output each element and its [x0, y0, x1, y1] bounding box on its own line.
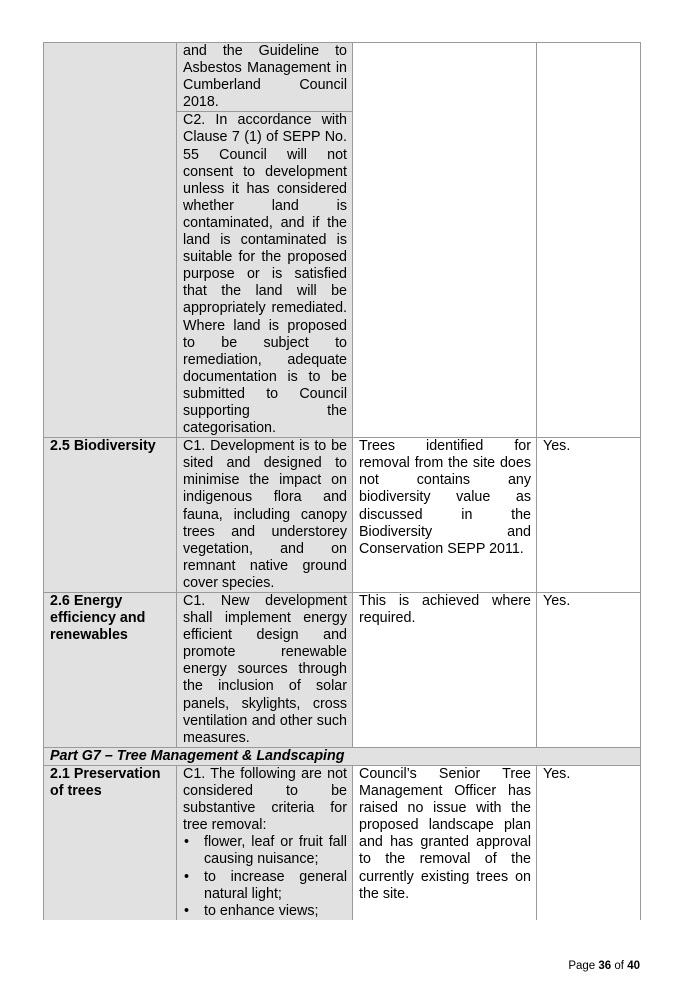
- part-heading-row: [44, 747, 641, 765]
- table-row: [44, 43, 641, 112]
- section-heading: 2.1 Preservation of trees: [44, 765, 177, 919]
- list-item: • to enhance views;: [184, 902, 319, 919]
- page-prefix: Page: [568, 960, 596, 972]
- comment-cell: Council’s Senior Tree Management Officer has raised no issue with the proposed landscape plan and has granted approval to the removal of the currently existing trees on the site.: [353, 765, 537, 919]
- control-cell: C2. In accordance with Clause 7 (1) of SEPP No. 55 Council will not consent to development unless it has considered whether land is contaminated, and if the land is contaminated is suitable for the proposed purpose or is satisfied that the land will be appropriately remediated. Where land is proposed to be subject to remediation, adequate documentation is to be submitted to Council supporting the categorisation.: [177, 112, 353, 438]
- comment-cell: Trees identified for removal from the site does not contains any biodiversity value as discussed in the Biodiversity and Conservation SEPP 2011.: [353, 438, 537, 593]
- part-heading: Part G7 – Tree Management & Landscaping: [44, 747, 641, 765]
- control-cell: and the Guideline to Asbestos Management in Cumberland Council 2018.: [177, 43, 353, 112]
- assessment-table: [43, 42, 641, 920]
- control-cell: C1. New development shall implement energy efficient design and promote renewable energy sources through the inclusion of solar panels, skylights, cross ventilation and other such measures.: [177, 593, 353, 748]
- section-heading: 2.5 Biodiversity: [44, 438, 177, 593]
- section-heading: 2.6 Energy efficiency and renewables: [44, 593, 177, 748]
- table-row: [44, 593, 641, 748]
- comment-cell: [353, 43, 537, 438]
- heading-cell: [44, 43, 177, 438]
- criteria-list: [183, 834, 347, 919]
- page-number: 36: [598, 960, 612, 972]
- page-footer: [568, 960, 640, 972]
- compliance-cell: Yes.: [537, 438, 641, 593]
- page-sep: of: [614, 960, 624, 972]
- comment-cell: This is achieved where required.: [353, 593, 537, 748]
- compliance-cell: Yes.: [537, 765, 641, 919]
- compliance-cell: Yes.: [537, 593, 641, 748]
- list-item: • flower, leaf or fruit fall causing nuisance;: [184, 834, 347, 868]
- list-item: • to increase general natural light;: [184, 868, 347, 902]
- control-intro: C1. The following are not considered to be substantive criteria for tree removal:: [183, 765, 347, 834]
- control-cell: C1. Development is to be sited and designed to minimise the impact on indigenous flora and fauna, including canopy trees and understorey vegetation, and on remnant native ground cover species.: [177, 438, 353, 593]
- table-row: [44, 765, 641, 919]
- control-cell: [177, 765, 353, 919]
- page-total: 40: [627, 960, 640, 972]
- compliance-cell: [537, 43, 641, 438]
- table-row: [44, 438, 641, 593]
